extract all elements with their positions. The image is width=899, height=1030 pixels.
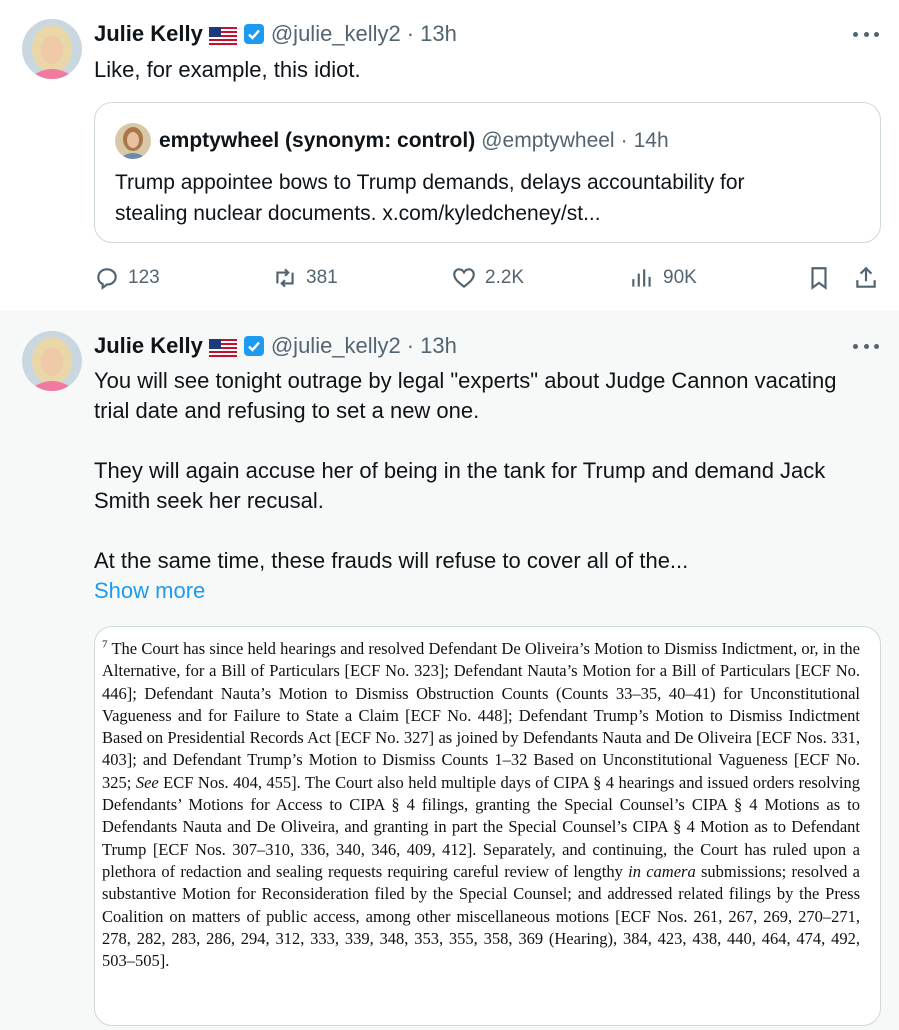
document-text <box>102 638 860 972</box>
quote-text-line: stealing nuclear documents. x.com/kyledcheney/st... <box>115 202 601 225</box>
repost-icon <box>272 265 298 291</box>
bookmark-button[interactable] <box>806 262 840 294</box>
us-flag-icon <box>209 25 237 43</box>
timestamp[interactable]: 13h <box>420 21 457 46</box>
verified-badge-icon[interactable] <box>243 335 265 357</box>
like-button[interactable] <box>451 262 524 294</box>
avatar[interactable] <box>22 331 82 391</box>
author-name[interactable]: Julie Kelly <box>94 333 203 358</box>
tweet-text-line: Smith seek her recusal. <box>94 488 324 513</box>
reply-button[interactable] <box>94 262 160 294</box>
document-text-part: submissions; resolved a substantive Motion for Reconsideration filed by the Special Counsel; and addressed related filings by the Press Coalition on matters of public access, among other miscellaneous motions [ECF Nos. 261, 267, 269, 270–271, 278, 282, 283, 286, 294, 312, 333, 339, 348, 353, 355, 358, 369 (Hearing), 384, 423, 438, 440, 464, 474, 492, 503–505]. <box>102 861 860 971</box>
attached-document-image[interactable] <box>94 626 881 1026</box>
quote-header <box>115 123 669 159</box>
document-text-part: ECF Nos. 404, 455]. The Court also held multiple days of CIPA § 4 hearings and issued orders resolving Defendants’ Motions for Access to CIPA § 4 filings, granting the Special Counsel’s CIPA § 4 Motions as to Defendants Nauta and De Oliveira, and granting in part the Special Counsel’s CIPA § 4 Motion as to Defendant Trump [ECF Nos. 307–310, 336, 340, 346, 409, 412]. Separately, and continuing, the Court has ruled upon a plethora of redaction and sealing requests requiring careful review of lengthy <box>102 772 861 881</box>
tweet-2[interactable] <box>0 310 899 1030</box>
us-flag-icon <box>209 337 237 355</box>
tweet-1[interactable] <box>0 0 899 310</box>
author-handle[interactable]: @julie_kelly2 <box>270 333 401 358</box>
quote-text-line: Trump appointee bows to Trump demands, delays accountability for <box>115 171 745 194</box>
repost-button[interactable] <box>272 262 338 294</box>
separator: · <box>406 21 415 46</box>
separator: · <box>406 333 415 358</box>
more-icon[interactable] <box>853 29 879 39</box>
document-text-part: The Court has since held hearings and resolved Defendant De Oliveira’s Motion to Dismiss Indictment, or, in the Alternative, for a Bill of Particulars [ECF No. 323]; Defendant Nauta’s Motion for a Bill of Particulars [ECF No. 446]; Defendant Nauta’s Motion to Dismiss Obstruction Counts (Counts 33–35, 40–41) for Unconstitutional Vagueness and for Failure to State a Claim [ECF No. 448]; Defendant Trump’s Motion to Dismiss Indictment Based on Presidential Records Act [ECF No. 327] as joined by Defendants Nauta and De Oliveira [ECF Nos. 331, 403]; and Defendant Trump’s Motion to Dismiss Counts 1–32 Based on Unconstitutional Vagueness [ECF No. 325; <box>102 639 860 792</box>
document-italic-see: See <box>135 772 159 792</box>
tweet-header <box>94 331 457 361</box>
quoted-tweet[interactable] <box>94 102 881 243</box>
author-name[interactable]: Julie Kelly <box>94 21 203 46</box>
quote-author-handle[interactable]: @emptywheel <box>481 129 615 152</box>
separator: · <box>620 129 628 152</box>
document-italic-in-camera: in camera <box>628 861 696 881</box>
tweet-text-line: At the same time, these frauds will refuse to cover all of the... <box>94 548 689 573</box>
bookmark-icon <box>806 265 832 291</box>
share-icon <box>853 265 879 291</box>
views-icon <box>629 265 655 291</box>
views-count: 90K <box>663 267 697 288</box>
reply-count: 123 <box>128 267 160 288</box>
tweet-text-line: You will see tonight outrage by legal "experts" about Judge Cannon vacating <box>94 368 837 393</box>
more-icon[interactable] <box>853 341 879 351</box>
quote-author-name[interactable]: emptywheel (synonym: control) <box>159 129 476 152</box>
quote-text <box>115 167 855 229</box>
action-bar <box>94 262 881 294</box>
reply-icon <box>94 265 120 291</box>
verified-badge-icon[interactable] <box>243 23 265 45</box>
tweet-text: Like, for example, this idiot. <box>94 57 361 82</box>
tweet-header <box>94 19 457 49</box>
show-more-link[interactable]: Show more <box>94 578 206 603</box>
views-button[interactable] <box>629 262 697 294</box>
like-count: 2.2K <box>485 267 525 288</box>
share-button[interactable] <box>853 262 887 294</box>
footnote-number: 7 <box>102 638 108 651</box>
avatar[interactable] <box>22 19 82 79</box>
timestamp[interactable]: 13h <box>420 333 457 358</box>
tweet-text-line: trial date and refusing to set a new one. <box>94 398 480 423</box>
author-handle[interactable]: @julie_kelly2 <box>270 21 401 46</box>
tweet-text <box>94 366 884 576</box>
quote-avatar[interactable] <box>115 123 151 159</box>
like-icon <box>451 265 477 291</box>
repost-count: 381 <box>306 267 338 288</box>
quote-timestamp[interactable]: 14h <box>633 129 669 152</box>
tweet-text-line: They will again accuse her of being in the tank for Trump and demand Jack <box>94 458 826 483</box>
